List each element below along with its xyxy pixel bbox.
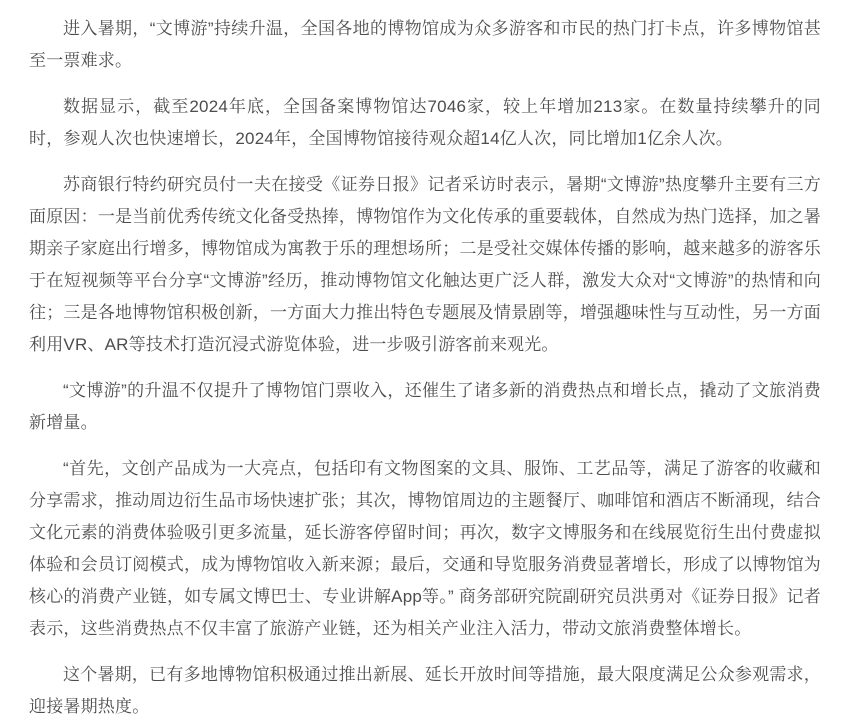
- article-paragraph: “首先，文创产品成为一大亮点，包括印有文物图案的文具、服饰、工艺品等，满足了游客的收藏和分享需求，推动周边衍生品市场快速扩张；其次，博物馆周边的主题餐厅、咖啡馆和酒店不断涌现，结合文化元素的消费体验吸引更多流量，延长游客停留时间；再次，数字文博服务和在线展览衍生出付费虚拟体验和会员订阅模式，成为博物馆收入新来源；最后，交通和导览服务消费显著增长，形成了以博物馆为核心的消费产业链，如专属文博巴士、专业讲解App等。” 商务部研究院副研究员洪勇对《证券日报》记者表示，这些消费热点不仅丰富了旅游产业链，还为相关产业注入活力，带动文旅消费整体增长。: [29, 459, 821, 638]
- article-paragraph: 苏商银行特约研究员付一夫在接受《证券日报》记者采访时表示，暑期“文博游”热度攀升主要有三方面原因：一是当前优秀传统文化备受热捧，博物馆作为文化传承的重要载体，自然成为热门选择，加之暑期亲子家庭出行增多，博物馆成为寓教于乐的理想场所；二是受社交媒体传播的影响，越来越多的游客乐于在短视频等平台分享“文博游”经历，推动博物馆文化触达更广泛人群，激发大众对“文博游”的热情和向往；三是各地博物馆积极创新，一方面大力推出特色专题展及情景剧等，增强趣味性与互动性，另一方面利用VR、AR等技术打造沉浸式游览体验，进一步吸引游客前来观光。: [29, 175, 821, 354]
- article-paragraph: 进入暑期，“文博游”持续升温，全国各地的博物馆成为众多游客和市民的热门打卡点，许多博物馆甚至一票难求。: [29, 19, 821, 70]
- article-paragraph: 数据显示，截至2024年底，全国备案博物馆达7046家，较上年增加213家。在数量持续攀升的同时，参观人次也快速增长，2024年，全国博物馆接待观众超14亿人次，同比增加1亿余人次。: [29, 97, 821, 148]
- article-paragraph: “文博游”的升温不仅提升了博物馆门票收入，还催生了诸多新的消费热点和增长点，撬动了文旅消费新增量。: [29, 381, 821, 432]
- article-paragraph: 这个暑期，已有多地博物馆积极通过推出新展、延长开放时间等措施，最大限度满足公众参观需求，迎接暑期热度。: [29, 665, 821, 716]
